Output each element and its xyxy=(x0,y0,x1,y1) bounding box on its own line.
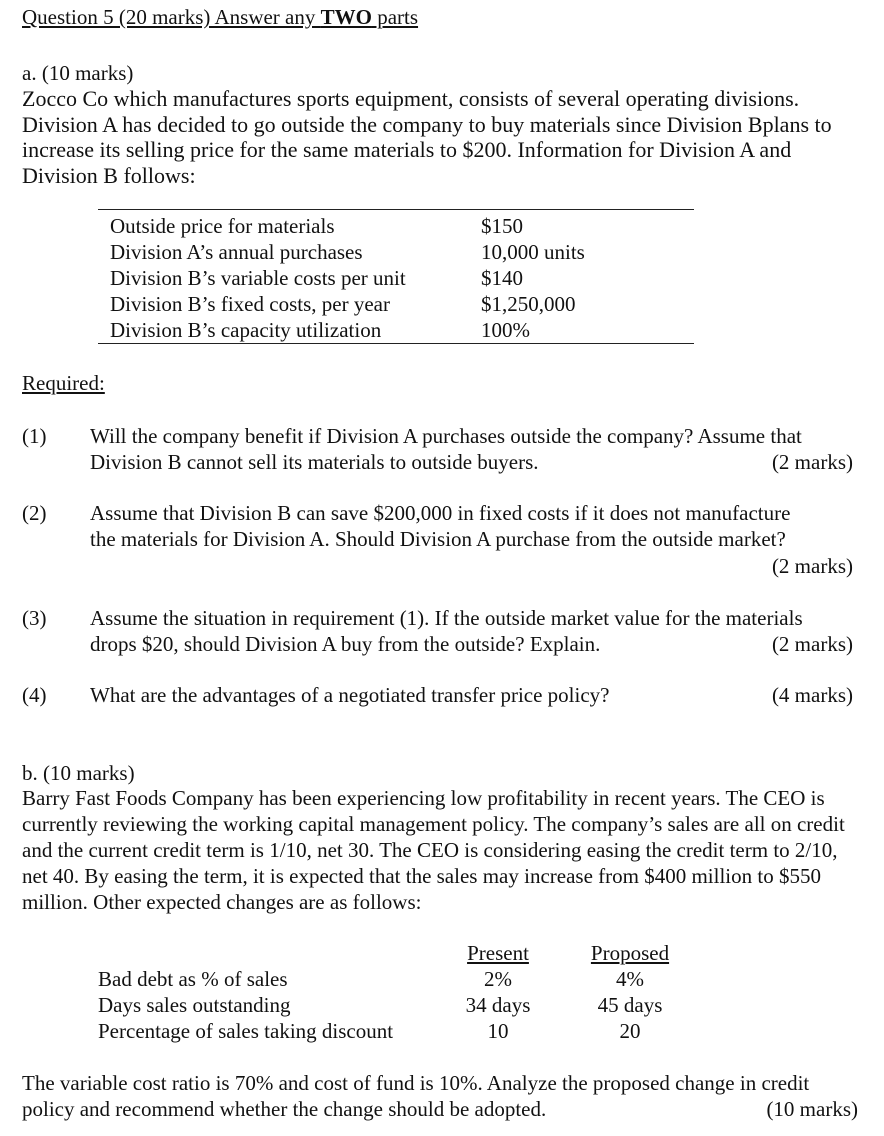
table-row-label: Division B’s capacity utilization xyxy=(110,318,382,342)
question-marks: (2 marks) xyxy=(771,450,853,474)
question-text xyxy=(90,605,803,657)
intro-line: net 40. By easing the term, it is expected that the sales may increase from $400 million to $550 xyxy=(22,864,821,888)
required-label: Required: xyxy=(22,371,105,395)
table-cell: 34 days xyxy=(465,993,531,1017)
table-top-rule xyxy=(98,209,694,210)
part-a-intro xyxy=(22,86,832,188)
credit-table-proposed xyxy=(580,966,680,1044)
table-row-label: Percentage of sales taking discount xyxy=(98,1019,394,1043)
question-text xyxy=(90,682,610,708)
question-marks: (2 marks) xyxy=(771,554,853,578)
table-row-label: Outside price for materials xyxy=(110,214,335,238)
table-cell: 20 xyxy=(619,1019,641,1043)
closing-line: policy and recommend whether the change should be adopted. xyxy=(22,1097,547,1121)
table-cell: 10 xyxy=(487,1019,509,1043)
intro-line: Barry Fast Foods Company has been experiencing low profitability in recent years. The CEO is xyxy=(22,786,825,810)
part-b-marks: (10 marks) xyxy=(766,1097,858,1121)
table-cell: 2% xyxy=(484,967,512,991)
table-bottom-rule xyxy=(98,343,694,344)
intro-line: million. Other expected changes are as follows: xyxy=(22,890,422,914)
table-row-label: Division B’s fixed costs, per year xyxy=(110,292,390,316)
question-line: Will the company benefit if Division A purchases outside the company? Assume that xyxy=(90,424,802,448)
table-cell: 45 days xyxy=(597,993,663,1017)
question-line: Assume that Division B can save $200,000 in fixed costs if it does not manufacture xyxy=(90,501,791,525)
table-row-label: Division B’s variable costs per unit xyxy=(110,266,406,290)
part-b-closing xyxy=(22,1070,809,1122)
intro-line: Division B follows: xyxy=(22,162,196,188)
question-line: the materials for Division A. Should Division A purchase from the outside market? xyxy=(90,527,786,551)
closing-line: The variable cost ratio is 70% and cost of fund is 10%. Analyze the proposed change in credit xyxy=(22,1071,810,1095)
table-row-value: $150 xyxy=(481,214,523,238)
question-marks: (4 marks) xyxy=(771,683,853,707)
credit-table-present xyxy=(448,966,548,1044)
column-header-present: Present xyxy=(467,941,529,965)
column-header-proposed: Proposed xyxy=(590,941,670,965)
intro-line: Division A has decided to go outside the company to buy materials since Division Bplans to xyxy=(22,111,832,137)
table-row-value: $140 xyxy=(481,266,523,290)
part-b-label: b. (10 marks) xyxy=(22,761,135,785)
question-header xyxy=(22,4,418,30)
header-prefix: Question 5 (20 marks) Answer any xyxy=(22,5,321,29)
question-line: Assume the situation in requirement (1). If the outside market value for the materials xyxy=(90,606,803,630)
question-line: drops $20, should Division A buy from the outside? Explain. xyxy=(90,632,601,656)
part-a-label: a. (10 marks) xyxy=(22,61,134,85)
question-text xyxy=(90,500,790,552)
credit-table-labels xyxy=(98,966,393,1044)
division-table-values xyxy=(481,213,585,343)
table-row-label: Division A’s annual purchases xyxy=(110,240,363,264)
question-number: (3) xyxy=(22,606,47,630)
part-b-intro xyxy=(22,785,845,915)
question-number: (4) xyxy=(22,683,47,707)
intro-line: and the current credit term is 1/10, net 30. The CEO is considering easing the credit term to 2/10, xyxy=(22,838,838,862)
table-row-label: Days sales outstanding xyxy=(98,993,291,1017)
table-row-value: $1,250,000 xyxy=(481,292,576,316)
question-number: (2) xyxy=(22,501,47,525)
intro-line: currently reviewing the working capital management policy. The company’s sales are all on credit xyxy=(22,812,845,836)
table-row-label: Bad debt as % of sales xyxy=(98,967,288,991)
division-table-labels xyxy=(110,213,406,343)
question-number: (1) xyxy=(22,424,47,448)
table-cell: 4% xyxy=(616,967,644,991)
question-line: What are the advantages of a negotiated transfer price policy? xyxy=(90,683,610,707)
header-suffix: parts xyxy=(371,5,419,29)
table-row-value: 100% xyxy=(481,318,530,342)
header-bold: TWO xyxy=(320,5,372,29)
question-marks: (2 marks) xyxy=(771,632,853,656)
question-text xyxy=(90,423,802,475)
intro-line: Zocco Co which manufactures sports equipment, consists of several operating divisions. xyxy=(22,86,800,111)
question-line: Division B cannot sell its materials to outside buyers. xyxy=(90,450,539,474)
table-row-value: 10,000 units xyxy=(481,240,585,264)
intro-line: increase its selling price for the same materials to $200. Information for Division A and xyxy=(22,137,792,162)
